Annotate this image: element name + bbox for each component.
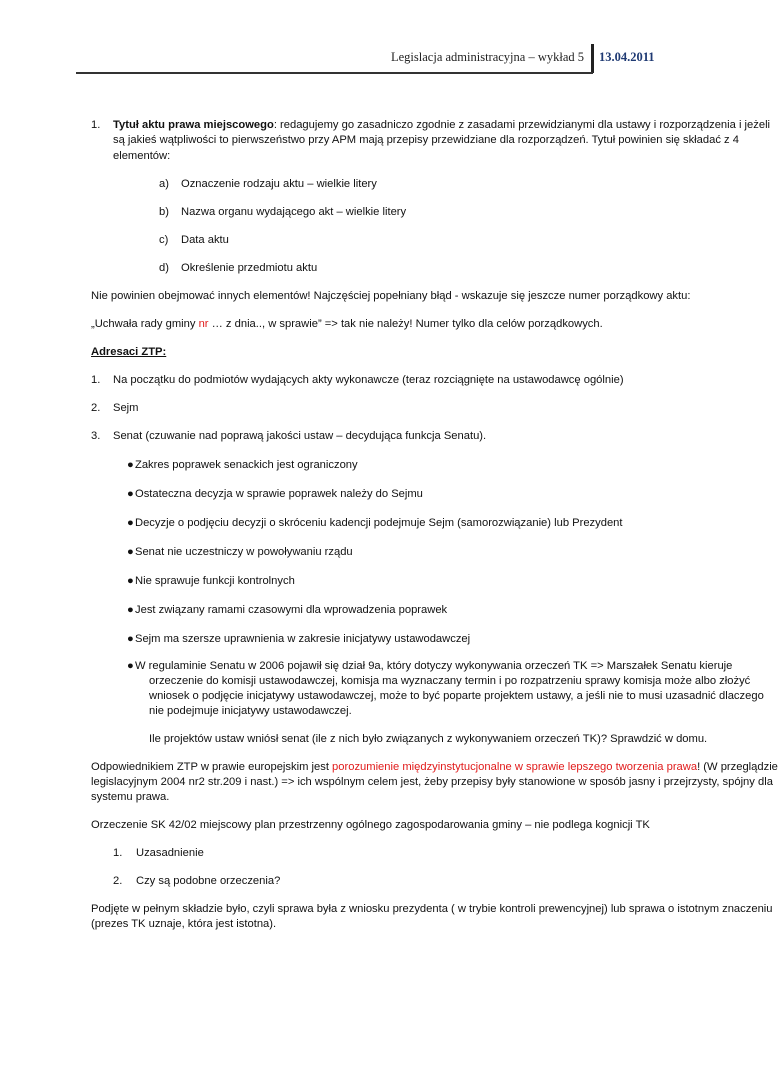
section-1-line-3: elementów: bbox=[113, 150, 171, 162]
bullet-last-line-2: orzeczenie do komisji ustawodawczej, komisja ma wyznaczany termin i po rozpatrzeniu sprawy komisja może albo złożyć bbox=[149, 675, 751, 687]
bullet-item: Nie sprawuje funkcji kontrolnych bbox=[135, 575, 295, 587]
section-1-number: 1. bbox=[91, 119, 101, 131]
paragraph-final-line-2: (prezes TK uznaje, która jest istotna). bbox=[91, 918, 277, 930]
header-separator bbox=[591, 44, 594, 73]
paragraph-error: Nie powinien obejmować innych elementów! Najczęściej popełniany błąd - wskazuje się jeszcze numer porządkowy aktu: bbox=[91, 290, 691, 302]
bullet-last-line-3: wniosek o podjęcie inicjatywy ustawodawczej, może to być poparte projektem ustawy, a jeśli nie to musi uzasadnić dlaczego bbox=[149, 690, 764, 702]
bullet-item: Senat nie uczestniczy w powoływaniu rządu bbox=[135, 546, 353, 558]
section-1-line-2: są jakieś wątpliwości to pierwszeństwo przy APM mają przepisy przewidziane dla rozporządzeń. Tytuł powinien się składać z 4 bbox=[113, 134, 739, 146]
bullet-last-line-1: W regulaminie Senatu w 2006 pojawił się dział 9a, który dotyczy wykonywania orzeczeń TK => Marszałek Senatu kieruje bbox=[135, 660, 733, 672]
adresaci-item-number: 1. bbox=[91, 374, 101, 386]
sk-item-text: Czy są podobne orzeczenia? bbox=[136, 875, 281, 887]
example-highlight: nr bbox=[198, 318, 209, 330]
paragraph-example bbox=[91, 317, 603, 332]
bullet-item: Jest związany ramami czasowymi dla wprowadzenia poprawek bbox=[135, 604, 448, 616]
sk-item-text: Uzasadnienie bbox=[136, 847, 204, 859]
adresaci-item-text: Sejm bbox=[113, 402, 139, 414]
section-1-line-1 bbox=[113, 118, 770, 133]
bullet-item: Ostateczna decyzja w sprawie poprawek należy do Sejmu bbox=[135, 488, 423, 500]
ztp-text-a: Odpowiednikiem ZTP w prawie europejskim jest bbox=[91, 761, 333, 773]
element-item-marker: a) bbox=[159, 178, 169, 190]
element-item-text: Nazwa organu wydającego akt – wielkie litery bbox=[181, 206, 407, 218]
bullet-icon: ● bbox=[127, 488, 134, 500]
bullet-item: Decyzje o podjęciu decyzji o skróceniu kadencji podejmuje Sejm (samorozwiązanie) lub Prezydent bbox=[135, 517, 623, 529]
element-item-text: Określenie przedmiotu aktu bbox=[181, 262, 318, 274]
example-text-b: … z dnia.., w sprawie” => tak nie należy! Numer tylko dla celów porządkowych. bbox=[208, 318, 603, 330]
header-title: Legislacja administracyjna – wykład 5 bbox=[391, 50, 584, 64]
bullet-last-line-4: nie podejmuje inicjatywy ustawodawczej. bbox=[149, 705, 352, 717]
adresaci-item-text: Na początku do podmiotów wydających akty wykonawcze (teraz rozciągnięte na ustawodawcę ogólnie) bbox=[113, 374, 624, 386]
adresaci-item-number: 2. bbox=[91, 402, 101, 414]
ztp-text-b: ! (W przeglądzie bbox=[697, 761, 778, 773]
paragraph-ztp-line-3: systemu prawa. bbox=[91, 791, 170, 803]
adresaci-item-number: 3. bbox=[91, 430, 101, 442]
adresaci-item-text: Senat (czuwanie nad poprawą jakości ustaw – decydująca funkcja Senatu). bbox=[113, 430, 487, 442]
element-item-marker: d) bbox=[159, 262, 169, 274]
header-date: 13.04.2011 bbox=[599, 50, 655, 64]
bullet-icon: ● bbox=[127, 459, 134, 471]
bullet-icon: ● bbox=[127, 546, 134, 558]
page-header bbox=[0, 44, 760, 74]
section-1-title: Tytuł aktu prawa miejscowego bbox=[113, 119, 274, 131]
bullet-item: Zakres poprawek senackich jest ograniczony bbox=[135, 459, 358, 471]
element-item-marker: c) bbox=[159, 234, 169, 246]
bullet-icon: ● bbox=[127, 517, 134, 529]
adresaci-heading: Adresaci ZTP: bbox=[91, 346, 167, 358]
sk-item-number: 1. bbox=[113, 847, 123, 859]
paragraph-final-line-1: Podjęte w pełnym składzie było, czyli sprawa była z wniosku prezydenta ( w trybie kontroli prewencyjnej) lub sprawa o istotnym znaczeniu bbox=[91, 903, 773, 915]
sk-item-number: 2. bbox=[113, 875, 123, 887]
element-item-text: Oznaczenie rodzaju aktu – wielkie litery bbox=[181, 178, 377, 190]
header-rule bbox=[76, 72, 593, 74]
bullet-icon: ● bbox=[127, 604, 134, 616]
bullet-icon: ● bbox=[127, 660, 134, 672]
bullet-item: Sejm ma szersze uprawnienia w zakresie inicjatywy ustawodawczej bbox=[135, 633, 471, 645]
bullet-icon: ● bbox=[127, 575, 134, 587]
element-item-marker: b) bbox=[159, 206, 169, 218]
paragraph-ztp-line-1 bbox=[91, 760, 778, 775]
ztp-highlight: porozumienie międzyinstytucjonalne w sprawie lepszego tworzenia prawa bbox=[332, 761, 698, 773]
element-item-text: Data aktu bbox=[181, 234, 229, 246]
question-line: Ile projektów ustaw wniósł senat (ile z nich było związanych z wykonywaniem orzeczeń TK)? Sprawdzić w domu. bbox=[149, 733, 708, 745]
paragraph-sk: Orzeczenie SK 42/02 miejscowy plan przestrzenny ogólnego zagospodarowania gminy – nie podlega kognicji TK bbox=[91, 819, 650, 831]
bullet-icon: ● bbox=[127, 633, 134, 645]
section-1-line-1-text: : redagujemy go zasadniczo zgodnie z zasadami przewidzianymi dla ustawy i rozporządzenia i jeżeli bbox=[273, 119, 771, 131]
paragraph-ztp-line-2: legislacyjnym 2004 nr2 str.209 i nast.) => ich wspólnym celem jest, żeby przepisy były stanowione w sposób jasny i przejrzysty, spójny dla bbox=[91, 776, 773, 788]
example-text-a: „Uchwała rady gminy bbox=[91, 318, 199, 330]
